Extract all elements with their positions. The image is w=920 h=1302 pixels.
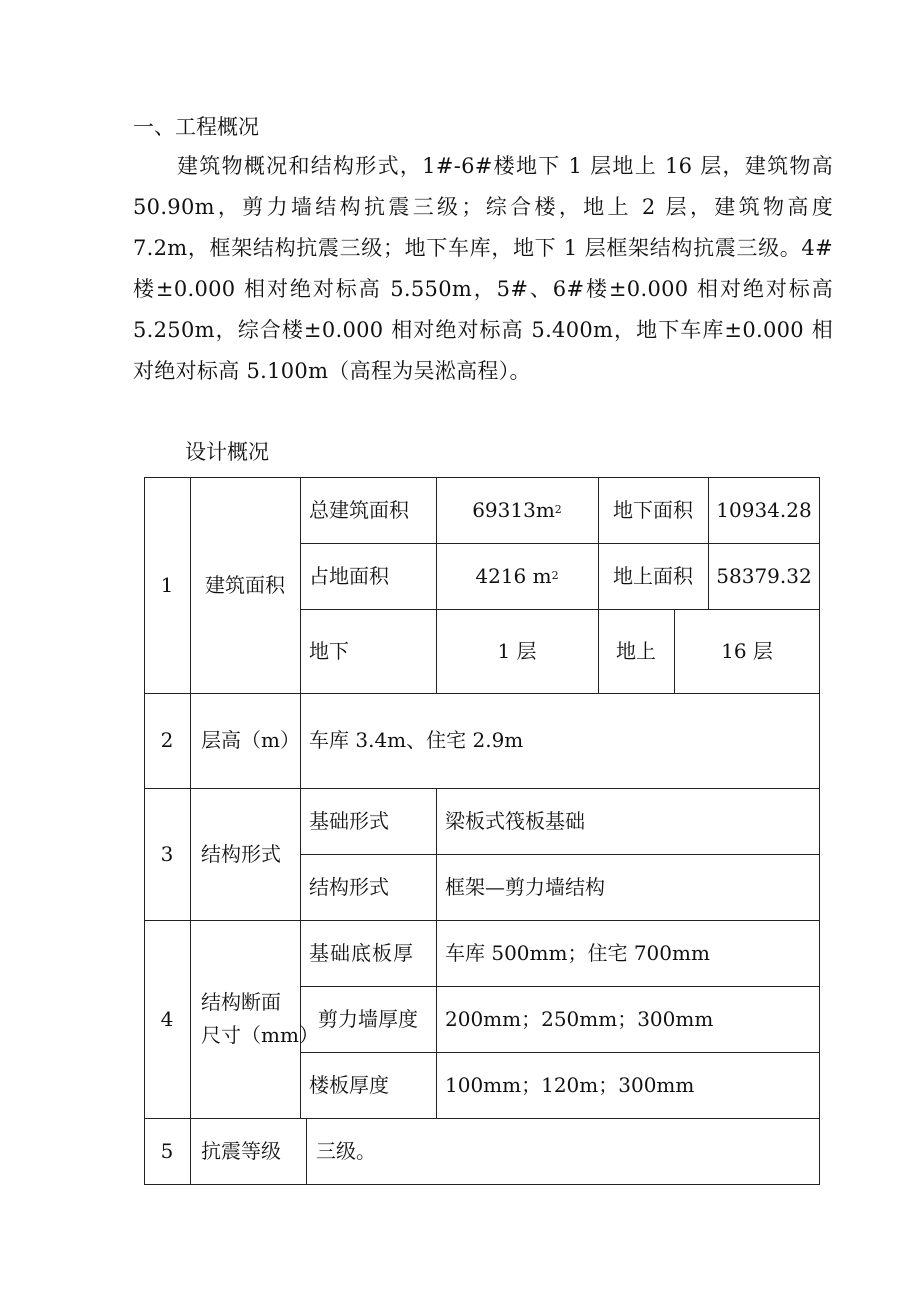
above-label: 地上 xyxy=(616,638,656,663)
row-label-line: 尺寸（mm） xyxy=(201,1023,319,1047)
underground-area-value: 10934.28 xyxy=(716,497,812,522)
col-divider xyxy=(436,920,437,1118)
slab-base-label: 基础底板厚 xyxy=(309,940,414,965)
foundation-value: 梁板式筏板基础 xyxy=(445,808,585,833)
floor-slab-label: 楼板厚度 xyxy=(309,1072,389,1097)
structure-label: 结构形式 xyxy=(309,874,389,899)
design-overview-title: 设计概况 xyxy=(185,440,269,464)
row-label-line: 结构断面 xyxy=(201,990,281,1014)
section-heading: 一、工程概况 xyxy=(133,115,259,139)
overview-paragraph: 建筑物概况和结构形式，1#-6#楼地下 1 层地上 16 层，建筑物高 50.90m，剪力墙结构抗震三级；综合楼，地上 2 层，建筑物高度 7.2m，框架结构抗震三级；地下车库，地下 1 层框架结构抗震三级。4#楼±0.000 相对绝对标高 5.550m，5#、6#楼±0.000 相对绝对标高 5.250m，综合楼±0.000 相对绝对标高 5.400m，地下车库±0.000 相对绝对标高 5.100m（高程为吴淞高程）。 xyxy=(133,154,833,383)
underground-floors: 1 层 xyxy=(497,638,537,663)
row-number: 5 xyxy=(160,1139,174,1163)
above-area-label: 地上面积 xyxy=(613,563,693,588)
underground-area-label: 地下面积 xyxy=(613,497,693,522)
seismic-grade-value: 三级。 xyxy=(316,1139,376,1163)
row-number: 3 xyxy=(160,841,174,866)
foundation-label: 基础形式 xyxy=(309,808,389,833)
floor-height-value: 车库 3.4m、住宅 2.9m xyxy=(309,728,524,752)
structure-value: 框架—剪力墙结构 xyxy=(445,874,605,899)
row-label: 层高（m） xyxy=(201,728,300,752)
total-area-label: 总建筑面积 xyxy=(309,497,409,522)
row-label: 结构形式 xyxy=(201,841,281,866)
above-area-value: 58379.32 xyxy=(716,563,812,588)
row-number: 1 xyxy=(160,572,174,597)
row-label xyxy=(201,920,319,1118)
underground-label: 地下 xyxy=(309,638,349,663)
row-number: 4 xyxy=(160,1006,174,1031)
floor-slab-value: 100mm；120m；300mm xyxy=(445,1072,695,1097)
site-area-label: 占地面积 xyxy=(309,563,389,588)
design-overview-table xyxy=(144,477,820,1185)
row-label: 建筑面积 xyxy=(205,572,285,597)
col-divider xyxy=(306,1118,307,1185)
above-floors: 16 层 xyxy=(721,638,773,663)
site-area-value: 4216 m 2 xyxy=(475,563,559,588)
row-label: 抗震等级 xyxy=(201,1139,281,1163)
shear-wall-value: 200mm；250mm；300mm xyxy=(445,1006,714,1031)
total-area-value: 69313m 2 xyxy=(472,497,562,522)
slab-base-value: 车库 500mm；住宅 700mm xyxy=(445,940,710,965)
col-divider xyxy=(436,788,437,920)
row-number: 2 xyxy=(160,728,174,752)
shear-wall-label: 剪力墙厚度 xyxy=(318,1006,418,1031)
